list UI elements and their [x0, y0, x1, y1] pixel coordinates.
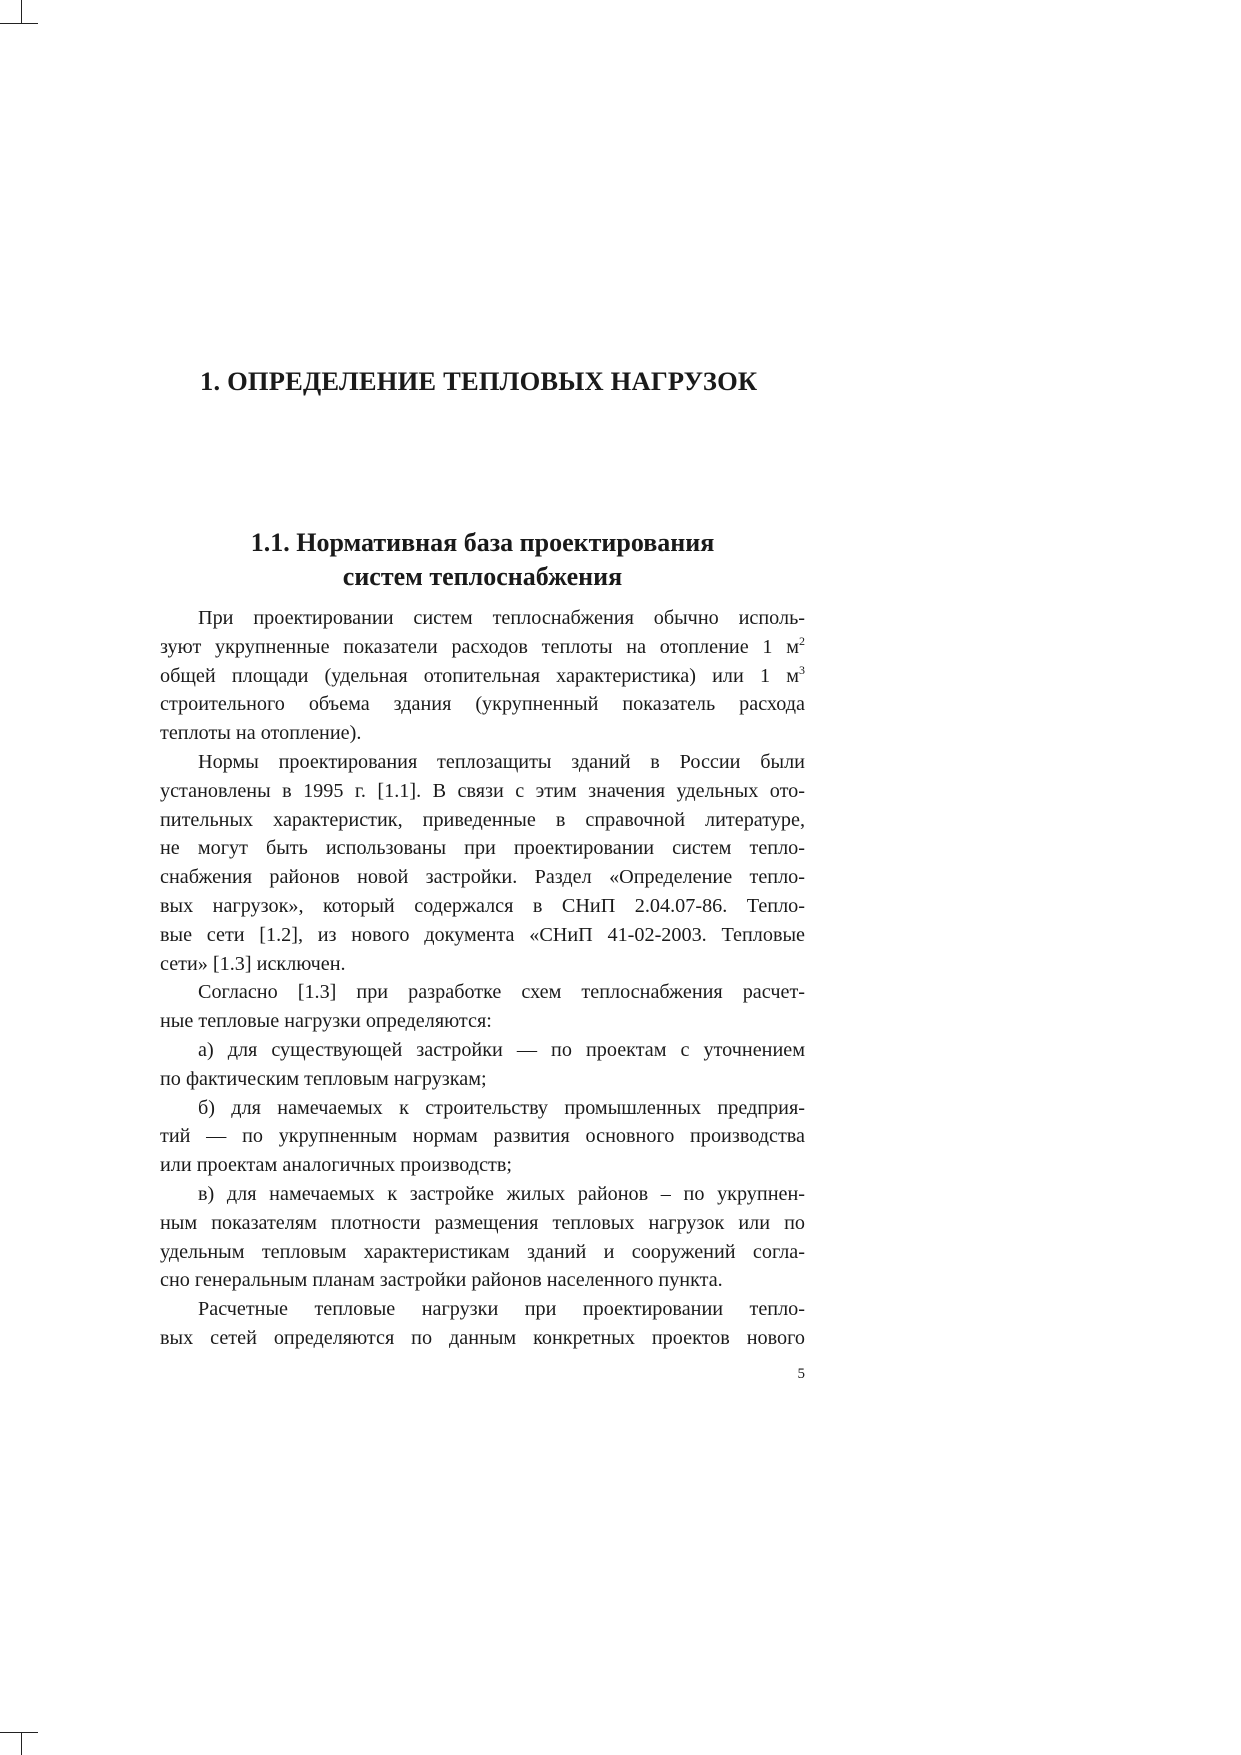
text-line: или проектам аналогичных производств;: [160, 1154, 512, 1177]
text-line: теплоты на отопление).: [160, 722, 362, 745]
text-line: Согласно [1.3] при разработке схем теплоснабжения расчет-: [198, 981, 805, 1004]
crop-mark-top-left-horizontal: [0, 23, 38, 24]
text-line: Расчетные тепловые нагрузки при проектировании тепло-: [198, 1298, 805, 1321]
text-line: в) для намечаемых к застройке жилых районов – по укрупнен-: [198, 1182, 805, 1205]
text-line: вые сети [1.2], из нового документа «СНиП 41-02-2003. Тепловые: [160, 923, 805, 946]
crop-mark-bottom-left-horizontal: [0, 1732, 38, 1733]
crop-mark-top-left-vertical: [21, 0, 22, 24]
text-line: ные тепловые нагрузки определяются:: [160, 1010, 492, 1033]
text-line: не могут быть использованы при проектировании систем тепло-: [160, 837, 805, 860]
text-line: ным показателям плотности размещения тепловых нагрузок или по: [160, 1211, 805, 1234]
text-line: вых нагрузок», который содержался в СНиП 2.04.07-86. Тепло-: [160, 894, 805, 917]
crop-mark-bottom-left-vertical: [21, 1732, 22, 1755]
text-line: вых сетей определяются по данным конкретных проектов нового: [160, 1326, 805, 1349]
text-line: пительных характеристик, приведенные в справочной литературе,: [160, 808, 805, 831]
text-line: удельным тепловым характеристикам зданий и сооружений согла-: [160, 1240, 805, 1263]
chapter-title: 1. ОПРЕДЕЛЕНИЕ ТЕПЛОВЫХ НАГРУЗОК: [200, 366, 758, 396]
superscript-m3: 3: [799, 662, 805, 677]
text-line: При проектировании систем теплоснабжения обычно исполь-: [198, 607, 805, 629]
text-line: Нормы проектирования теплозащиты зданий в России были: [198, 750, 805, 773]
text-line: тий — по укрупненным нормам развития основного производства: [160, 1125, 805, 1148]
section-title-line-1: 1.1. Нормативная база проектирования: [250, 528, 715, 557]
text-line: установлены в 1995 г. [1.1]. В связи с этим значения удельных ото-: [160, 779, 805, 802]
text-line: снабжения районов новой застройки. Раздел «Определение тепло-: [160, 866, 805, 889]
text-line: общей площади (удельная отопительная характеристика) или 1 $м^3$: [160, 662, 805, 687]
page-number: 5: [797, 1366, 805, 1382]
section-title: [160, 526, 805, 594]
section-title-line-2: систем теплоснабжения: [342, 562, 623, 591]
superscript-m2: 2: [799, 633, 805, 648]
body-text: [160, 604, 805, 1353]
text-line: б) для намечаемых к строительству промышленных предприя-: [198, 1096, 805, 1119]
text-line: строительного объема здания (укрупненный показатель расхода: [160, 693, 805, 716]
text-line: по фактическим тепловым нагрузкам;: [160, 1067, 487, 1090]
text-line: сно генеральным планам застройки районов населенного пункта.: [160, 1269, 723, 1292]
text-line: а) для существующей застройки — по проектам с уточнением: [198, 1038, 805, 1061]
text-line: сети» [1.3] исключен.: [160, 952, 346, 975]
text-line: зуют укрупненные показатели расходов теплоты на отопление 1 $м^2$: [160, 633, 805, 658]
